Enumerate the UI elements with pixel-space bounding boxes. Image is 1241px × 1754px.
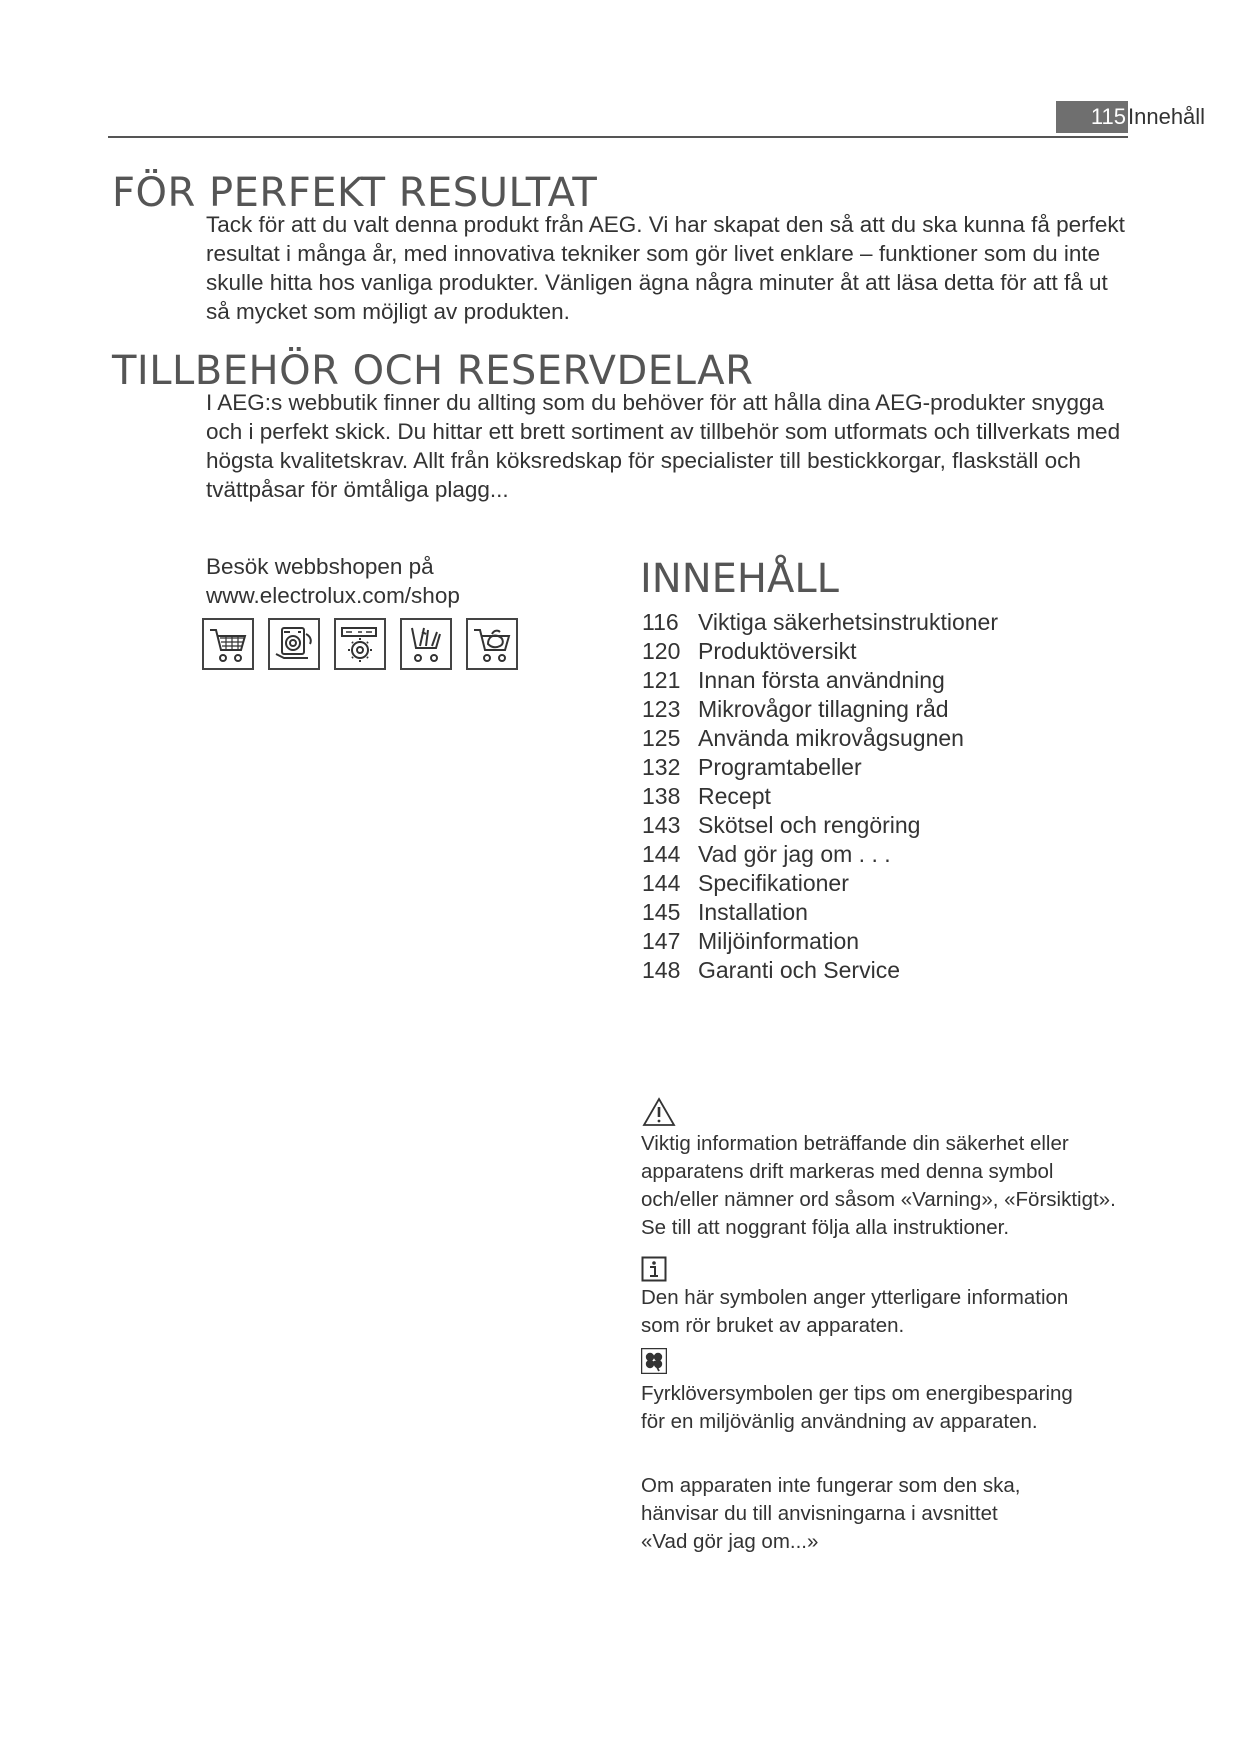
text-line: tvättpåsar för ömtåliga plagg... [206, 477, 509, 502]
toc-item[interactable] [642, 724, 998, 753]
bag-cart-icon [466, 618, 518, 670]
text-line: Tack för att du valt denna produkt från AEG. Vi har skapat den så att du ska kunna få perfekt [206, 212, 1125, 237]
info-icon [641, 1256, 667, 1287]
section-title-perfect-result: FÖR PERFEKT RESULTAT [112, 170, 598, 216]
shopping-cart-icon [202, 618, 254, 670]
toc-item[interactable] [642, 666, 998, 695]
warning-triangle-icon [641, 1096, 677, 1133]
toc-item[interactable] [642, 753, 998, 782]
toc-item[interactable] [642, 956, 998, 985]
toc-page: 121 [642, 667, 681, 693]
toc-page: 125 [642, 725, 681, 751]
toc-page: 138 [642, 783, 681, 809]
header-rule [108, 136, 1128, 138]
toc-item[interactable] [642, 840, 998, 869]
section-body-perfect-result [206, 210, 1206, 326]
toc-page: 132 [642, 754, 681, 780]
text-line: och i perfekt skick. Du hittar ett brett sortiment av tillbehör som utformats och tillverkats med [206, 419, 1121, 444]
toc-item[interactable] [642, 898, 998, 927]
text-line: Om apparaten inte fungerar som den ska, [641, 1474, 1021, 1497]
text-line: som rör bruket av apparaten. [641, 1314, 905, 1337]
toc-item[interactable] [642, 869, 998, 898]
text-line: Se till att noggrant följa alla instruktioner. [641, 1216, 1010, 1239]
toc-page: 147 [642, 928, 681, 954]
toc-item[interactable] [642, 608, 998, 637]
shop-visit-text: Besök webbshopen på [206, 554, 434, 579]
text-line: «Vad gör jag om...» [641, 1530, 819, 1553]
toc-label: Programtabeller [698, 754, 862, 780]
toc-page: 116 [642, 609, 679, 635]
text-line: och/eller nämner ord såsom «Varning», «Försiktigt». [641, 1188, 1116, 1211]
text-line: Den här symbolen anger ytterligare information [641, 1286, 1069, 1309]
text-line: så mycket som möjligt av produkten. [206, 299, 570, 324]
shop-icon-row [202, 618, 518, 670]
toc-item[interactable] [642, 695, 998, 724]
toc-label: Installation [698, 899, 808, 925]
toc-label: Garanti och Service [698, 957, 900, 983]
washing-machine-cart-icon [268, 618, 320, 670]
toc-label: Viktiga säkerhetsinstruktioner [698, 609, 998, 635]
toc-label: Vad gör jag om . . . [698, 841, 891, 867]
text-line: resultat i många år, med innovativa tekniker som gör livet enklare – funktioner som du inte [206, 241, 1101, 266]
toc-label: Skötsel och rengöring [698, 812, 921, 838]
toc-page: 144 [642, 841, 681, 867]
toc-label: Specifikationer [698, 870, 849, 896]
toc-label: Produktöversikt [698, 638, 857, 664]
text-line: högsta kvalitetskrav. Allt från köksredskap för specialister till bestickkorgar, flaskställ och [206, 448, 1081, 473]
toc-label: Mikrovågor tillagning råd [698, 696, 949, 722]
utensils-cart-icon [400, 618, 452, 670]
header-section-title: Innehåll [1128, 104, 1206, 129]
info-note [641, 1284, 1161, 1340]
warning-note [641, 1130, 1161, 1242]
toc-page: 123 [642, 696, 681, 722]
toc-item[interactable] [642, 637, 998, 666]
text-line: Viktig information beträffande din säkerhet eller [641, 1132, 1069, 1155]
toc-page: 120 [642, 638, 681, 664]
toc-label: Innan första användning [698, 667, 945, 693]
text-line: Fyrklöversymbolen ger tips om energibesparing [641, 1382, 1073, 1405]
toc-label: Miljöinformation [698, 928, 860, 954]
section-title-accessories: TILLBEHÖR OCH RESERVDELAR [112, 348, 754, 394]
section-body-accessories [206, 388, 1216, 504]
eco-note [641, 1380, 1161, 1436]
shop-url-link[interactable]: www.electrolux.com/shop [206, 583, 460, 608]
page-number: 115 [1056, 101, 1128, 133]
text-line: apparatens drift markeras med denna symbol [641, 1160, 1054, 1183]
fault-note [641, 1472, 1161, 1556]
toc-label: Använda mikrovågsugnen [698, 725, 964, 751]
shop-info [206, 552, 460, 610]
toc-page: 144 [642, 870, 681, 896]
text-line: skulle hitta hos vanliga produkter. Vänligen ägna några minuter åt att läsa detta för att få ut [206, 270, 1108, 295]
toc-list [642, 608, 998, 985]
toc-page: 143 [642, 812, 681, 838]
four-leaf-clover-icon [641, 1348, 667, 1379]
text-line: hänvisar du till anvisningarna i avsnittet [641, 1502, 998, 1525]
text-line: I AEG:s webbutik finner du allting som du behöver för att hålla dina AEG-produkter snygga [206, 390, 1105, 415]
toc-item[interactable] [642, 811, 998, 840]
oven-cart-icon [334, 618, 386, 670]
toc-item[interactable] [642, 927, 998, 956]
toc-page: 148 [642, 957, 681, 983]
toc-item[interactable] [642, 782, 998, 811]
toc-title: INNEHÅLL [640, 556, 839, 602]
toc-page: 145 [642, 899, 681, 925]
text-line: för en miljövänlig användning av apparaten. [641, 1410, 1038, 1433]
toc-label: Recept [698, 783, 771, 809]
